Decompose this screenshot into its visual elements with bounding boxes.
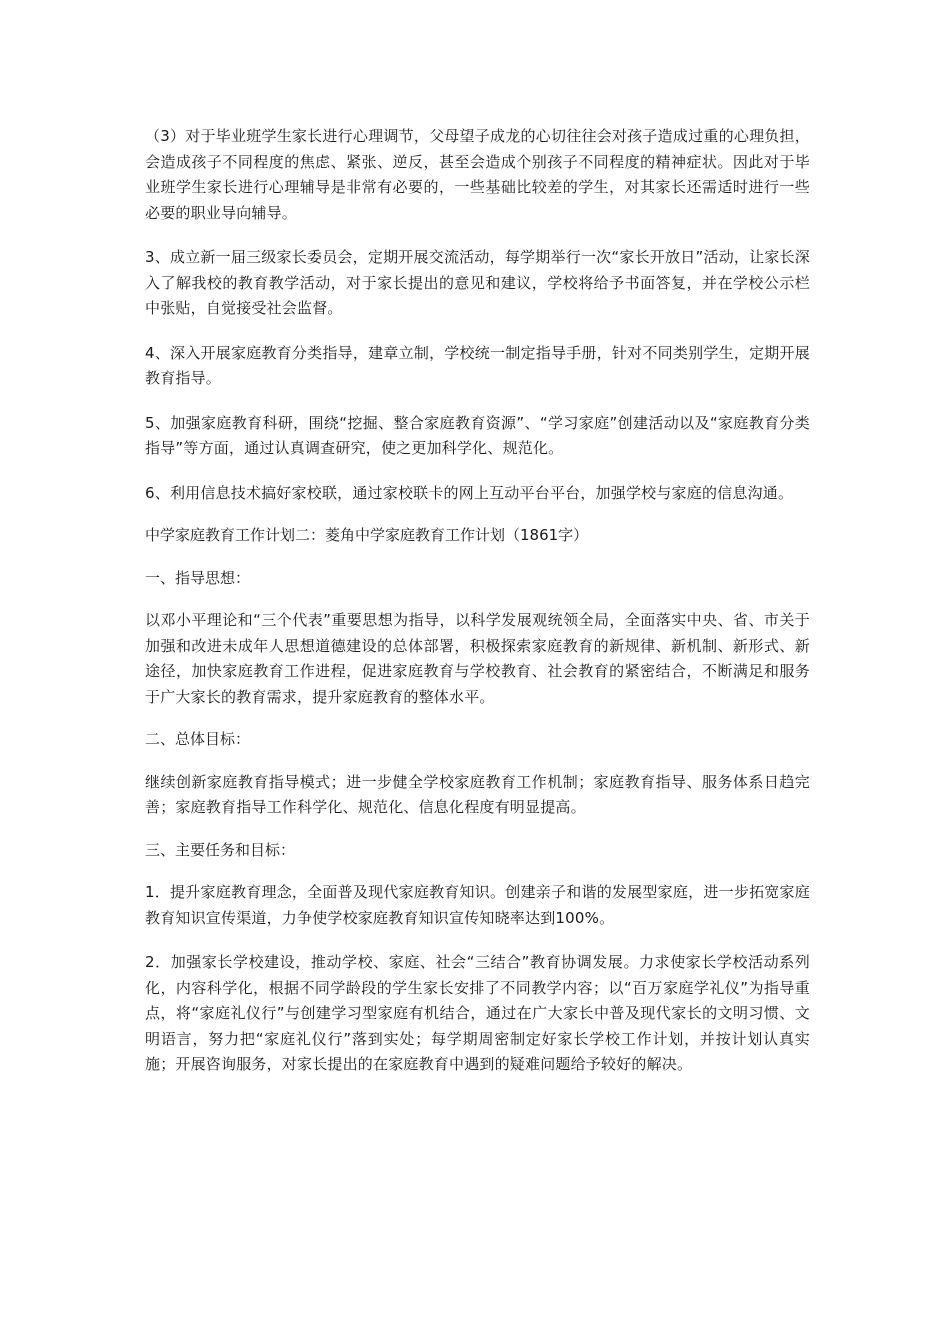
paragraph-parent-committee: 3、成立新一届三级家长委员会，定期开展交流活动，每学期举行一次“家长开放日”活动，让家长深入了解我校的教育教学活动，对于家长提出的意见和建议，学校将给予书面答复，并在学校公示栏中张贴，自觉接受社会监督。 bbox=[145, 248, 810, 317]
section-heading-main-tasks: 三、主要任务和目标： bbox=[145, 840, 296, 859]
paragraph-it-communication: 6、利用信息技术搞好家校联，通过家校联卡的网上互动平台平台，加强学校与家庭的信息沟通。 bbox=[145, 483, 794, 502]
plan-two-title: 中学家庭教育工作计划二：菱角中学家庭教育工作计划（1861字） bbox=[145, 526, 589, 544]
paragraph-classified-guidance: 4、深入开展家庭教育分类指导，建章立制，学校统一制定指导手册，针对不同类别学生，定期开展教育指导。 bbox=[145, 343, 810, 387]
paragraph-family-research: 5、加强家庭教育科研，围绕“挖掘、整合家庭教育资源”、“学习家庭”创建活动以及“家庭教育分类指导”等方面，通过认真调查研究，使之更加科学化、规范化。 bbox=[145, 413, 810, 457]
paragraph-task-two: 2．加强家长学校建设，推动学校、家庭、社会“三结合”教育协调发展。力求使家长学校活动系列化，内容科学化，根据不同学龄段的学生家长安排了不同教学内容；以“百万家庭学礼仪”为指导重点，将“家庭礼仪行”与创建学习型家庭有机结合，通过在广大家长中普及现代家长的文明习惯、文明语言，努力把“家庭礼仪行”落到实处；每学期周密制定好家长学校工作计划，并按计划认真实施；开展咨询服务，对家长提出的在家庭教育中遇到的疑难问题给予较好的解决。 bbox=[145, 953, 810, 1073]
paragraph-guiding-thought: 以邓小平理论和“三个代表”重要思想为指导，以科学发展观统领全局，全面落实中央、省、市关于加强和改进未成年人思想道德建设的总体部署，积极探索家庭教育的新规律、新机制、新形式、新途径，加快家庭教育工作进程，促进家庭教育与学校教育、社会教育的紧密结合，不断满足和服务于广大家长的教育需求，提升家庭教育的整体水平。 bbox=[145, 611, 810, 706]
paragraph-parent-counseling: （3）对于毕业班学生家长进行心理调节，父母望子成龙的心切往往会对孩子造成过重的心理负担，会造成孩子不同程度的焦虑、紧张、逆反，甚至会造成个别孩子不同程度的精神症状。因此对于毕业班学生家长进行心理辅导是非常有必要的，一些基础比较差的学生，对其家长还需适时进行一些必要的职业导向辅导。 bbox=[145, 127, 810, 222]
section-heading-overall-goal: 二、总体目标： bbox=[145, 730, 251, 748]
paragraph-task-one: 1．提升家庭教育理念，全面普及现代家庭教育知识。创建亲子和谐的发展型家庭，进一步拓宽家庭教育知识宣传渠道，力争使学校家庭教育知识宣传知晓率达到100%。 bbox=[145, 883, 810, 927]
document-body bbox=[145, 124, 810, 1078]
paragraph-overall-goal: 继续创新家庭教育指导模式；进一步健全学校家庭教育工作机制；家庭教育指导、服务体系日趋完善；家庭教育指导工作科学化、规范化、信息化程度有明显提高。 bbox=[145, 772, 810, 816]
section-heading-guiding-thought: 一、指导思想： bbox=[145, 568, 251, 587]
